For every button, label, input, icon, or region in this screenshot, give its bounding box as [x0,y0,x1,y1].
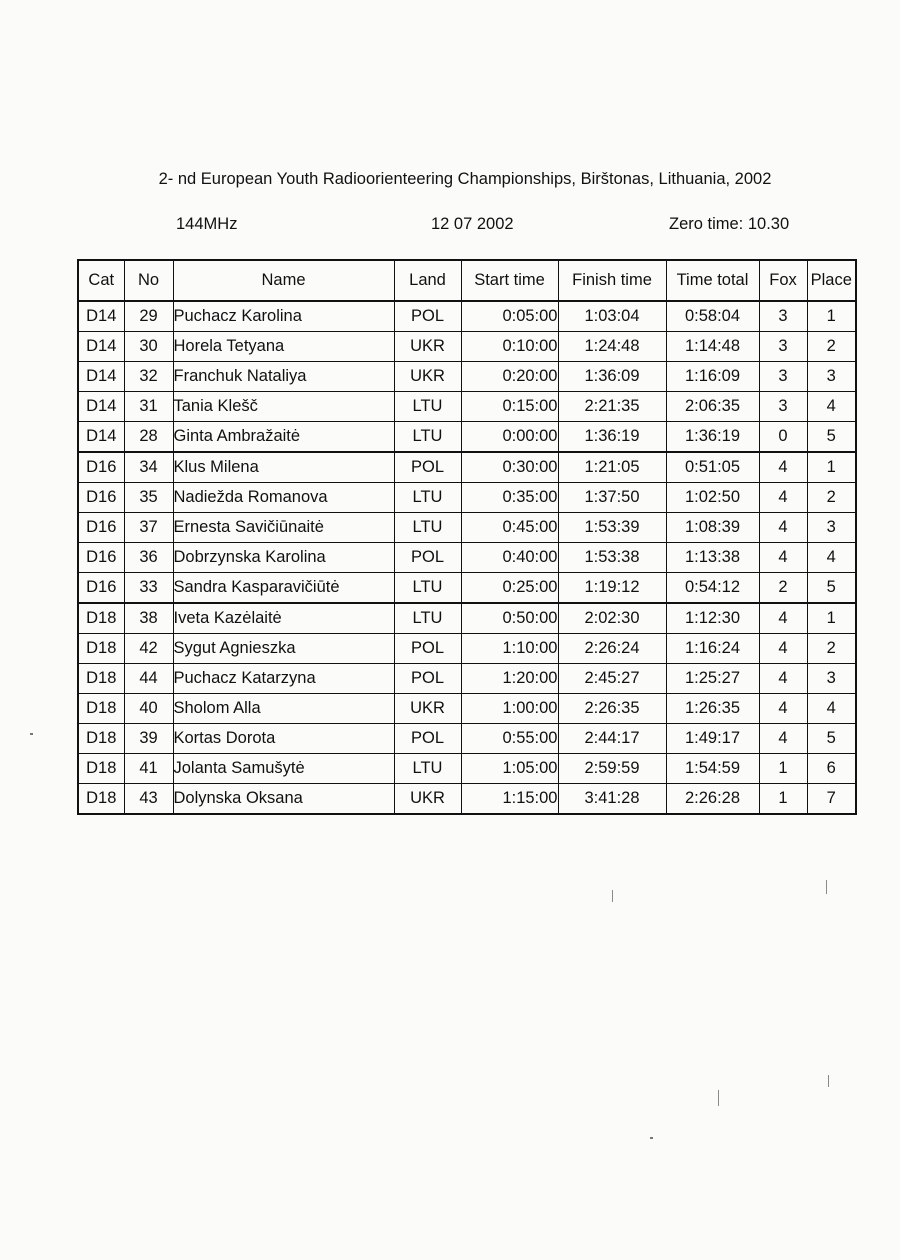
cell-fox: 4 [759,724,807,754]
cell-land: LTU [394,513,461,543]
cell-start: 0:55:00 [461,724,558,754]
header-name: Name [173,260,394,301]
cell-total: 1:25:27 [666,664,759,694]
cell-fox: 4 [759,694,807,724]
cell-name: Sholom Alla [173,694,394,724]
cell-place: 3 [807,362,856,392]
cell-total: 2:26:28 [666,784,759,815]
cell-cat: D18 [78,784,124,815]
cell-total: 2:06:35 [666,392,759,422]
cell-cat: D18 [78,634,124,664]
cell-name: Dolynska Oksana [173,784,394,815]
cell-total: 0:58:04 [666,301,759,332]
frequency-label: 144MHz [176,215,238,233]
cell-finish: 2:45:27 [558,664,666,694]
cell-start: 0:05:00 [461,301,558,332]
cell-no: 28 [124,422,173,453]
table-row [78,634,856,664]
cell-finish: 1:36:19 [558,422,666,453]
cell-cat: D18 [78,694,124,724]
cell-place: 4 [807,392,856,422]
scan-mark [826,880,827,894]
table-row [78,664,856,694]
cell-name: Horela Tetyana [173,332,394,362]
cell-cat: D18 [78,603,124,634]
cell-place: 3 [807,513,856,543]
cell-cat: D14 [78,332,124,362]
zero-time: Zero time: 10.30 [669,215,790,233]
cell-no: 40 [124,694,173,724]
cell-name: Klus Milena [173,452,394,483]
cell-start: 0:40:00 [461,543,558,573]
cell-name: Tania Klešč [173,392,394,422]
header-finish-time: Finish time [558,260,666,301]
cell-finish: 1:36:09 [558,362,666,392]
results-body [78,301,856,814]
cell-start: 1:15:00 [461,784,558,815]
results-table [77,259,857,815]
cell-cat: D14 [78,422,124,453]
document-title: 2- nd European Youth Radioorienteering Championships, Birštonas, Lithuania, 2002 [158,170,772,188]
cell-land: LTU [394,754,461,784]
table-row [78,513,856,543]
cell-finish: 1:53:39 [558,513,666,543]
cell-start: 0:10:00 [461,332,558,362]
cell-no: 42 [124,634,173,664]
cell-cat: D16 [78,483,124,513]
cell-no: 32 [124,362,173,392]
cell-fox: 4 [759,603,807,634]
cell-land: LTU [394,392,461,422]
scan-mark [718,1090,719,1106]
table-row [78,543,856,573]
cell-fox: 4 [759,483,807,513]
cell-land: POL [394,634,461,664]
cell-cat: D16 [78,573,124,604]
cell-finish: 3:41:28 [558,784,666,815]
cell-start: 0:30:00 [461,452,558,483]
scan-mark [650,1137,653,1139]
cell-place: 5 [807,724,856,754]
cell-cat: D14 [78,362,124,392]
cell-fox: 3 [759,392,807,422]
cell-fox: 3 [759,301,807,332]
cell-total: 0:51:05 [666,452,759,483]
cell-start: 1:20:00 [461,664,558,694]
cell-cat: D14 [78,392,124,422]
cell-place: 1 [807,452,856,483]
scan-mark [30,733,33,735]
cell-fox: 3 [759,332,807,362]
cell-land: UKR [394,362,461,392]
cell-total: 1:26:35 [666,694,759,724]
cell-name: Jolanta Samušytė [173,754,394,784]
cell-land: LTU [394,422,461,453]
cell-start: 0:45:00 [461,513,558,543]
header-land: Land [394,260,461,301]
cell-place: 2 [807,483,856,513]
cell-fox: 2 [759,573,807,604]
cell-name: Ginta Ambražaitė [173,422,394,453]
cell-finish: 2:44:17 [558,724,666,754]
cell-place: 3 [807,664,856,694]
cell-land: POL [394,452,461,483]
cell-finish: 1:19:12 [558,573,666,604]
cell-total: 1:54:59 [666,754,759,784]
cell-land: POL [394,301,461,332]
cell-finish: 1:53:38 [558,543,666,573]
cell-place: 7 [807,784,856,815]
cell-land: POL [394,543,461,573]
cell-fox: 1 [759,754,807,784]
cell-land: LTU [394,483,461,513]
header-cat: Cat [78,260,124,301]
cell-cat: D16 [78,543,124,573]
cell-cat: D16 [78,513,124,543]
cell-start: 1:00:00 [461,694,558,724]
cell-finish: 1:37:50 [558,483,666,513]
cell-name: Dobrzynska Karolina [173,543,394,573]
cell-fox: 0 [759,422,807,453]
cell-no: 37 [124,513,173,543]
cell-no: 44 [124,664,173,694]
cell-no: 41 [124,754,173,784]
cell-total: 1:16:09 [666,362,759,392]
header-row [78,260,856,301]
header-place: Place [807,260,856,301]
table-row [78,573,856,604]
cell-no: 39 [124,724,173,754]
cell-name: Sandra Kasparavičiūtė [173,573,394,604]
cell-land: POL [394,664,461,694]
cell-place: 5 [807,573,856,604]
cell-finish: 1:21:05 [558,452,666,483]
cell-no: 30 [124,332,173,362]
cell-total: 1:49:17 [666,724,759,754]
cell-fox: 4 [759,664,807,694]
cell-total: 1:02:50 [666,483,759,513]
cell-start: 0:35:00 [461,483,558,513]
cell-name: Nadiežda Romanova [173,483,394,513]
cell-name: Ernesta Savičiūnaitė [173,513,394,543]
header-start-time: Start time [461,260,558,301]
cell-no: 43 [124,784,173,815]
table-row [78,392,856,422]
cell-finish: 1:24:48 [558,332,666,362]
table-row [78,483,856,513]
cell-land: POL [394,724,461,754]
table-row [78,603,856,634]
cell-cat: D18 [78,754,124,784]
cell-place: 1 [807,301,856,332]
cell-name: Puchacz Karolina [173,301,394,332]
cell-fox: 4 [759,513,807,543]
cell-place: 6 [807,754,856,784]
cell-start: 0:15:00 [461,392,558,422]
table-row [78,301,856,332]
cell-start: 0:25:00 [461,573,558,604]
cell-land: UKR [394,332,461,362]
table-row [78,724,856,754]
cell-no: 31 [124,392,173,422]
cell-no: 38 [124,603,173,634]
cell-name: Puchacz Katarzyna [173,664,394,694]
cell-finish: 2:21:35 [558,392,666,422]
cell-total: 1:14:48 [666,332,759,362]
header-fox: Fox [759,260,807,301]
header-time-total: Time total [666,260,759,301]
cell-place: 2 [807,634,856,664]
cell-fox: 1 [759,784,807,815]
cell-land: UKR [394,784,461,815]
table-row [78,422,856,453]
cell-place: 5 [807,422,856,453]
cell-start: 1:10:00 [461,634,558,664]
cell-fox: 3 [759,362,807,392]
cell-land: LTU [394,573,461,604]
cell-cat: D18 [78,724,124,754]
cell-no: 34 [124,452,173,483]
event-date: 12 07 2002 [431,215,514,233]
cell-no: 29 [124,301,173,332]
cell-start: 0:50:00 [461,603,558,634]
cell-no: 35 [124,483,173,513]
scan-mark [612,890,613,902]
cell-total: 1:16:24 [666,634,759,664]
cell-fox: 4 [759,634,807,664]
cell-finish: 2:59:59 [558,754,666,784]
cell-total: 1:13:38 [666,543,759,573]
cell-total: 1:08:39 [666,513,759,543]
cell-finish: 2:26:35 [558,694,666,724]
cell-total: 0:54:12 [666,573,759,604]
cell-place: 4 [807,694,856,724]
cell-land: UKR [394,694,461,724]
cell-finish: 2:02:30 [558,603,666,634]
cell-total: 1:12:30 [666,603,759,634]
cell-name: Franchuk Nataliya [173,362,394,392]
cell-cat: D16 [78,452,124,483]
cell-place: 2 [807,332,856,362]
cell-fox: 4 [759,452,807,483]
cell-fox: 4 [759,543,807,573]
cell-place: 4 [807,543,856,573]
table-row [78,784,856,815]
cell-name: Kortas Dorota [173,724,394,754]
cell-name: Iveta Kazėlaitė [173,603,394,634]
scan-mark [828,1075,829,1087]
cell-no: 33 [124,573,173,604]
cell-start: 0:20:00 [461,362,558,392]
cell-place: 1 [807,603,856,634]
cell-start: 0:00:00 [461,422,558,453]
table-row [78,754,856,784]
table-row [78,332,856,362]
table-row [78,452,856,483]
cell-finish: 1:03:04 [558,301,666,332]
cell-finish: 2:26:24 [558,634,666,664]
cell-no: 36 [124,543,173,573]
header-no: No [124,260,173,301]
cell-start: 1:05:00 [461,754,558,784]
table-row [78,694,856,724]
cell-total: 1:36:19 [666,422,759,453]
cell-name: Sygut Agnieszka [173,634,394,664]
cell-cat: D14 [78,301,124,332]
table-row [78,362,856,392]
cell-land: LTU [394,603,461,634]
cell-cat: D18 [78,664,124,694]
